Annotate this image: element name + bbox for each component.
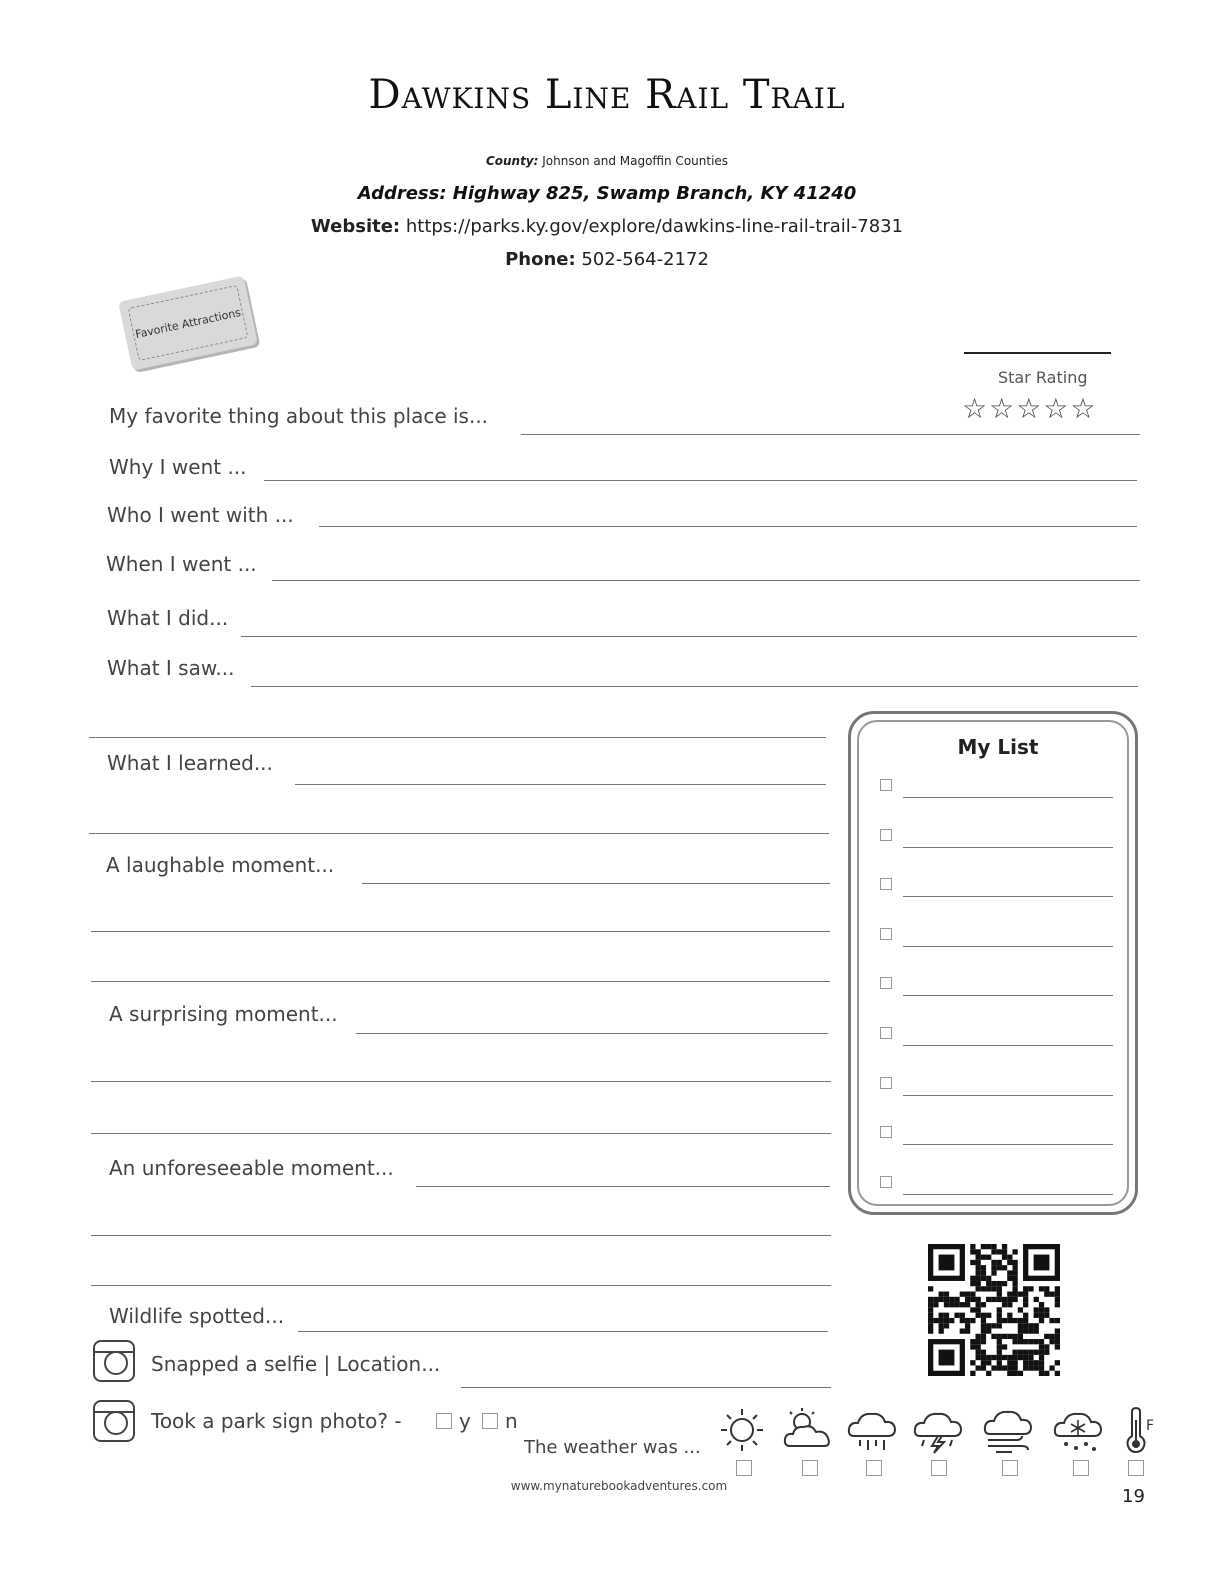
ticket-label: Favorite Attractions: [128, 285, 249, 361]
selfie-line[interactable]: [461, 1387, 831, 1388]
snow-icon: [1052, 1406, 1104, 1454]
my-list-line[interactable]: [903, 797, 1113, 798]
my-list-line[interactable]: [903, 1045, 1113, 1046]
laughable-line-2[interactable]: [91, 931, 830, 932]
saw-line-2[interactable]: [89, 737, 826, 738]
rating-line: [964, 352, 1111, 354]
why-label: Why I went ...: [109, 455, 247, 479]
partly-cloudy-icon: [782, 1406, 834, 1454]
learned-line[interactable]: [295, 784, 826, 785]
no-label: n: [505, 1409, 518, 1433]
unforeseeable-line[interactable]: [416, 1186, 830, 1187]
weather-label: The weather was ...: [524, 1437, 701, 1458]
my-list-checkbox[interactable]: [880, 829, 892, 841]
my-list-title: My List: [957, 735, 1039, 759]
why-line[interactable]: [264, 480, 1137, 481]
surprising-label: A surprising moment...: [109, 1002, 338, 1026]
sign-photo-label: Took a park sign photo? -: [151, 1409, 402, 1433]
county-label: County:: [485, 154, 539, 168]
saw-line[interactable]: [251, 686, 1138, 687]
thermometer-icon: [1120, 1406, 1160, 1454]
address: Address: Highway 825, Swamp Branch, KY 41240: [357, 183, 857, 204]
camera-icon: [93, 1340, 135, 1382]
star-rating-label: Star Rating: [998, 368, 1088, 387]
rain-checkbox[interactable]: [866, 1460, 882, 1476]
my-list-checkbox[interactable]: [880, 878, 892, 890]
unforeseeable-line-3[interactable]: [91, 1285, 831, 1286]
county-value: Johnson and Magoffin Counties: [538, 154, 729, 168]
partly-cloudy-checkbox[interactable]: [802, 1460, 818, 1476]
favorite-label: My favorite thing about this place is...: [109, 404, 489, 428]
sign-photo-yes-checkbox[interactable]: [436, 1413, 452, 1429]
my-list-line[interactable]: [903, 1194, 1113, 1195]
unforeseeable-line-2[interactable]: [91, 1235, 831, 1236]
who-label: Who I went with ...: [107, 503, 294, 527]
snow-checkbox[interactable]: [1073, 1460, 1089, 1476]
page-number: 19: [1122, 1486, 1145, 1507]
sunny-checkbox[interactable]: [736, 1460, 752, 1476]
wind-icon: [982, 1406, 1034, 1454]
surprising-line[interactable]: [356, 1033, 828, 1034]
thunderstorm-checkbox[interactable]: [931, 1460, 947, 1476]
thermometer-unit: F: [1146, 1418, 1155, 1434]
county-info: [0, 154, 1214, 168]
camera-icon: [93, 1400, 135, 1442]
laughable-label: A laughable moment...: [106, 853, 335, 877]
rain-icon: [846, 1406, 898, 1454]
my-list-checkbox[interactable]: [880, 1176, 892, 1188]
learned-line-2[interactable]: [89, 833, 829, 834]
did-line[interactable]: [241, 636, 1137, 637]
did-label: What I did...: [107, 606, 229, 630]
website-label: Website:: [310, 216, 401, 237]
surprising-line-2[interactable]: [91, 1081, 831, 1082]
saw-label: What I saw...: [107, 656, 235, 680]
favorite-line[interactable]: [521, 434, 1140, 435]
my-list-checkbox[interactable]: [880, 928, 892, 940]
laughable-line-3[interactable]: [91, 981, 830, 982]
my-list-checkbox[interactable]: [880, 1027, 892, 1039]
phone: [0, 249, 1214, 270]
who-line[interactable]: [319, 526, 1137, 527]
unforeseeable-label: An unforeseeable moment...: [109, 1156, 394, 1180]
phone-value: 502-564-2172: [575, 249, 709, 270]
when-line[interactable]: [272, 580, 1140, 581]
my-list-line[interactable]: [903, 946, 1113, 947]
thunderstorm-icon: [912, 1406, 964, 1454]
my-list-line[interactable]: [903, 995, 1113, 996]
my-list-checkbox[interactable]: [880, 1126, 892, 1138]
page-title: Dawkins Line Rail Trail: [368, 72, 846, 118]
qr-code[interactable]: [928, 1244, 1060, 1376]
phone-label: Phone:: [505, 249, 576, 270]
website: [0, 216, 1214, 237]
sun-icon: [716, 1406, 768, 1454]
when-label: When I went ...: [106, 552, 257, 576]
selfie-label: Snapped a selfie | Location...: [151, 1352, 441, 1376]
sign-photo-no-checkbox[interactable]: [482, 1413, 498, 1429]
footer-url[interactable]: www.mynaturebookadventures.com: [510, 1479, 728, 1493]
my-list-line[interactable]: [903, 1144, 1113, 1145]
website-link[interactable]: https://parks.ky.gov/explore/dawkins-line-rail-trail-7831: [400, 216, 904, 237]
my-list-checkbox[interactable]: [880, 1077, 892, 1089]
favorite-attractions-ticket: [118, 275, 258, 370]
wildlife-label: Wildlife spotted...: [109, 1304, 285, 1328]
star-rating-stars[interactable]: ☆☆☆☆☆: [962, 392, 1098, 425]
my-list-checkbox[interactable]: [880, 977, 892, 989]
my-list-line[interactable]: [903, 847, 1113, 848]
yes-label: y: [459, 1409, 471, 1433]
temperature-checkbox[interactable]: [1128, 1460, 1144, 1476]
learned-label: What I learned...: [107, 751, 273, 775]
surprising-line-3[interactable]: [91, 1133, 831, 1134]
laughable-line[interactable]: [362, 883, 830, 884]
wildlife-line[interactable]: [298, 1331, 828, 1332]
my-list-line[interactable]: [903, 896, 1113, 897]
my-list-line[interactable]: [903, 1095, 1113, 1096]
my-list-checkbox[interactable]: [880, 779, 892, 791]
windy-checkbox[interactable]: [1002, 1460, 1018, 1476]
